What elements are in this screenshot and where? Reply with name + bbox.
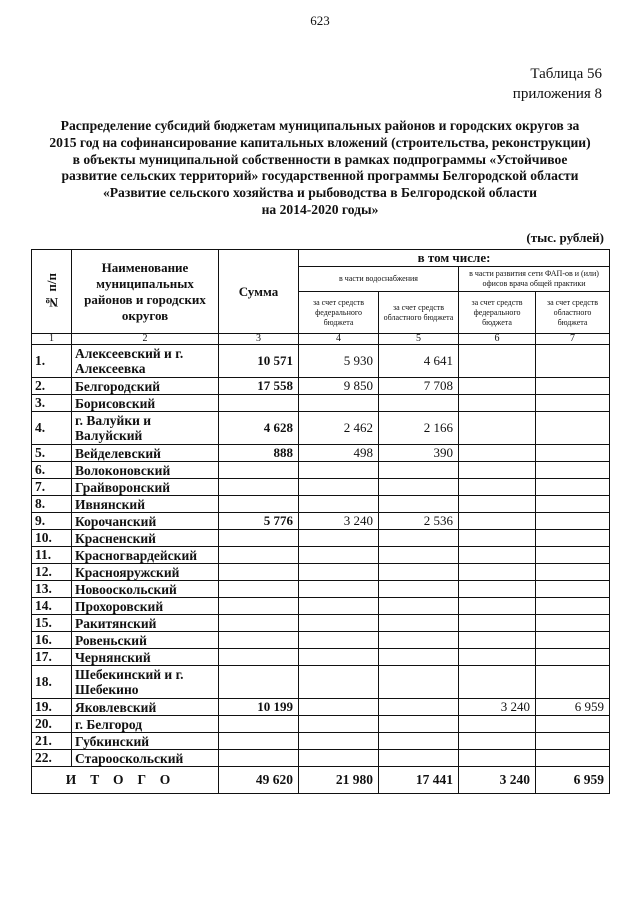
- row-number: 11.: [32, 547, 72, 564]
- row-sum: [219, 733, 299, 750]
- colnum: 7: [536, 334, 610, 345]
- reg-fap-value: [536, 395, 610, 412]
- reg-fap-value: [536, 547, 610, 564]
- fed-water-value: [299, 733, 379, 750]
- row-sum: [219, 615, 299, 632]
- title-line: 2015 год на софинансирование капитальных вложений (строительства, реконструкции): [49, 134, 591, 150]
- reg-water-value: [379, 530, 459, 547]
- table-row: [32, 496, 610, 513]
- district-name: Новооскольский: [72, 581, 219, 598]
- fed-fap-value: [459, 378, 536, 395]
- table-row: [32, 378, 610, 395]
- fed-fap-value: [459, 733, 536, 750]
- header-num: [32, 250, 72, 334]
- row-number: 14.: [32, 598, 72, 615]
- table-row: [32, 564, 610, 581]
- district-name: Красногвардейский: [72, 547, 219, 564]
- reg-water-value: [379, 547, 459, 564]
- fed-water-value: [299, 496, 379, 513]
- table-row: [32, 479, 610, 496]
- district-name: Вейделевский: [72, 445, 219, 462]
- row-number: 2.: [32, 378, 72, 395]
- header-reg-water: за счет средств областного бюджета: [379, 292, 459, 334]
- fed-water-value: [299, 649, 379, 666]
- row-sum: [219, 564, 299, 581]
- row-number: 20.: [32, 716, 72, 733]
- reg-fap-value: 6 959: [536, 699, 610, 716]
- reg-water-value: [379, 733, 459, 750]
- district-name: Чернянский: [72, 649, 219, 666]
- reg-water-value: [379, 581, 459, 598]
- row-sum: 5 776: [219, 513, 299, 530]
- header-fap: в части развития сети ФАП-ов и (или) офисов врача общей практики: [459, 267, 610, 292]
- fed-water-value: [299, 666, 379, 699]
- fed-fap-value: [459, 649, 536, 666]
- reg-fap-value: [536, 598, 610, 615]
- reg-water-value: [379, 666, 459, 699]
- district-name: Губкинский: [72, 733, 219, 750]
- district-name: Красненский: [72, 530, 219, 547]
- row-number: 13.: [32, 581, 72, 598]
- header-num-label: № п/п: [43, 273, 59, 310]
- title-line: в объекты муниципальной собственности в рамках подпрограммы «Устойчивое: [72, 151, 568, 167]
- reg-water-value: [379, 395, 459, 412]
- row-sum: [219, 530, 299, 547]
- reg-fap-value: [536, 581, 610, 598]
- colnum: 4: [299, 334, 379, 345]
- fed-fap-value: [459, 547, 536, 564]
- colnum: 5: [379, 334, 459, 345]
- reg-fap-value: [536, 716, 610, 733]
- reg-water-value: 2 166: [379, 412, 459, 445]
- fed-water-value: [299, 598, 379, 615]
- row-sum: [219, 395, 299, 412]
- row-sum: 10 571: [219, 345, 299, 378]
- fed-water-value: [299, 479, 379, 496]
- table-row: [32, 649, 610, 666]
- table-row: [32, 513, 610, 530]
- table-row: [32, 733, 610, 750]
- row-number: 5.: [32, 445, 72, 462]
- table-row: [32, 547, 610, 564]
- fed-fap-value: [459, 598, 536, 615]
- district-name: Ракитянский: [72, 615, 219, 632]
- district-name: Старооскольский: [72, 750, 219, 767]
- table-row: [32, 462, 610, 479]
- colnum: 2: [72, 334, 219, 345]
- reg-water-value: [379, 479, 459, 496]
- reg-fap-value: [536, 445, 610, 462]
- table-row: [32, 699, 610, 716]
- district-name: Корочанский: [72, 513, 219, 530]
- table-row: [32, 395, 610, 412]
- row-sum: [219, 462, 299, 479]
- reg-water-value: [379, 699, 459, 716]
- colnum: 1: [32, 334, 72, 345]
- row-number: 6.: [32, 462, 72, 479]
- table-row: [32, 632, 610, 649]
- row-number: 1.: [32, 345, 72, 378]
- fed-fap-value: [459, 395, 536, 412]
- row-number: 19.: [32, 699, 72, 716]
- fed-fap-value: [459, 716, 536, 733]
- reg-fap-value: [536, 649, 610, 666]
- colnum: 3: [219, 334, 299, 345]
- fed-fap-value: [459, 345, 536, 378]
- row-sum: 10 199: [219, 699, 299, 716]
- header-in-total: в том числе:: [299, 250, 610, 267]
- title-line: на 2014-2020 годы»: [261, 201, 379, 217]
- table-row: [32, 530, 610, 547]
- table-row: [32, 716, 610, 733]
- fed-fap-value: 3 240: [459, 699, 536, 716]
- reg-fap-value: [536, 632, 610, 649]
- total-fed-water: 21 980: [299, 767, 379, 794]
- reg-water-value: [379, 564, 459, 581]
- fed-water-value: [299, 632, 379, 649]
- fed-water-value: [299, 581, 379, 598]
- district-name: Прохоровский: [72, 598, 219, 615]
- row-sum: [219, 479, 299, 496]
- title-line: «Развитие сельского хозяйства и рыбоводства в Белгородской области: [102, 185, 538, 201]
- reg-fap-value: [536, 530, 610, 547]
- row-number: 8.: [32, 496, 72, 513]
- row-sum: [219, 581, 299, 598]
- total-sum: 49 620: [219, 767, 299, 794]
- row-sum: [219, 649, 299, 666]
- row-sum: [219, 547, 299, 564]
- row-sum: [219, 632, 299, 649]
- reg-water-value: 4 641: [379, 345, 459, 378]
- header-fed-fap: за счет средств федерального бюджета: [459, 292, 536, 334]
- title-line: развитие сельских территорий» государственной программы Белгородской области: [61, 168, 579, 184]
- document-title: [30, 118, 610, 219]
- reg-water-value: 2 536: [379, 513, 459, 530]
- row-number: 3.: [32, 395, 72, 412]
- row-sum: [219, 598, 299, 615]
- reg-fap-value: [536, 733, 610, 750]
- fed-fap-value: [459, 564, 536, 581]
- row-sum: [219, 750, 299, 767]
- reg-water-value: 7 708: [379, 378, 459, 395]
- reg-water-value: [379, 615, 459, 632]
- row-sum: 17 558: [219, 378, 299, 395]
- fed-fap-value: [459, 615, 536, 632]
- total-fed-fap: 3 240: [459, 767, 536, 794]
- header-sum: Сумма: [219, 250, 299, 334]
- reg-fap-value: [536, 479, 610, 496]
- table-row: [32, 615, 610, 632]
- reg-fap-value: [536, 496, 610, 513]
- district-name: Ивнянский: [72, 496, 219, 513]
- subsidy-table: [31, 249, 610, 794]
- fed-fap-value: [459, 445, 536, 462]
- reg-water-value: 390: [379, 445, 459, 462]
- district-name: Краснояружский: [72, 564, 219, 581]
- row-number: 7.: [32, 479, 72, 496]
- district-name: г. Валуйки и Валуйский: [72, 412, 219, 445]
- total-row: [32, 767, 610, 794]
- reg-fap-value: [536, 462, 610, 479]
- fed-fap-value: [459, 462, 536, 479]
- header-fed-water: за счет средств федерального бюджета: [299, 292, 379, 334]
- fed-water-value: [299, 547, 379, 564]
- fed-water-value: [299, 716, 379, 733]
- header-name: Наименование муниципальных районов и городских округов: [72, 250, 219, 334]
- table-row: [32, 581, 610, 598]
- row-number: 10.: [32, 530, 72, 547]
- fed-fap-value: [459, 632, 536, 649]
- header-water: в части водоснабжения: [299, 267, 459, 292]
- fed-fap-value: [459, 750, 536, 767]
- fed-fap-value: [459, 412, 536, 445]
- table-row: [32, 598, 610, 615]
- reg-fap-value: [536, 564, 610, 581]
- header-reg-fap: за счет средств областного бюджета: [536, 292, 610, 334]
- reg-fap-value: [536, 750, 610, 767]
- reg-fap-value: [536, 666, 610, 699]
- district-name: Белгородский: [72, 378, 219, 395]
- reg-water-value: [379, 750, 459, 767]
- total-reg-water: 17 441: [379, 767, 459, 794]
- reg-water-value: [379, 598, 459, 615]
- table-row: [32, 345, 610, 378]
- row-number: 4.: [32, 412, 72, 445]
- reg-fap-value: [536, 615, 610, 632]
- reg-fap-value: [536, 378, 610, 395]
- row-sum: [219, 496, 299, 513]
- reg-water-value: [379, 496, 459, 513]
- colnum: 6: [459, 334, 536, 345]
- district-name: Алексеевский и г. Алексеевка: [72, 345, 219, 378]
- fed-water-value: [299, 462, 379, 479]
- table-row: [32, 445, 610, 462]
- fed-water-value: [299, 699, 379, 716]
- row-number: 12.: [32, 564, 72, 581]
- row-number: 15.: [32, 615, 72, 632]
- fed-fap-value: [459, 496, 536, 513]
- district-name: Ровеньский: [72, 632, 219, 649]
- fed-water-value: 498: [299, 445, 379, 462]
- table-row: [32, 666, 610, 699]
- fed-fap-value: [459, 513, 536, 530]
- row-sum: 888: [219, 445, 299, 462]
- district-name: г. Белгород: [72, 716, 219, 733]
- row-number: 17.: [32, 649, 72, 666]
- row-number: 22.: [32, 750, 72, 767]
- fed-water-value: [299, 615, 379, 632]
- total-label: ИТОГО: [32, 767, 219, 794]
- row-sum: [219, 716, 299, 733]
- district-name: Волоконовский: [72, 462, 219, 479]
- total-reg-fap: 6 959: [536, 767, 610, 794]
- fed-water-value: 3 240: [299, 513, 379, 530]
- reg-fap-value: [536, 345, 610, 378]
- row-number: 9.: [32, 513, 72, 530]
- fed-fap-value: [459, 479, 536, 496]
- district-name: Грайворонский: [72, 479, 219, 496]
- district-name: Шебекинский и г. Шебекино: [72, 666, 219, 699]
- fed-water-value: [299, 564, 379, 581]
- reg-fap-value: [536, 412, 610, 445]
- reg-water-value: [379, 649, 459, 666]
- reg-water-value: [379, 716, 459, 733]
- reg-fap-value: [536, 513, 610, 530]
- table-row: [32, 750, 610, 767]
- page-number: 623: [310, 13, 330, 28]
- district-name: Борисовский: [72, 395, 219, 412]
- fed-fap-value: [459, 581, 536, 598]
- fed-water-value: [299, 395, 379, 412]
- district-name: Яковлевский: [72, 699, 219, 716]
- reg-water-value: [379, 632, 459, 649]
- table-ref-line2: приложения 8: [512, 86, 602, 102]
- table-ref-line1: Таблица 56: [530, 66, 602, 82]
- row-number: 18.: [32, 666, 72, 699]
- fed-water-value: [299, 750, 379, 767]
- fed-water-value: 2 462: [299, 412, 379, 445]
- units-label: (тыс. рублей): [526, 230, 604, 245]
- title-line: Распределение субсидий бюджетам муниципальных районов и городских округов за: [60, 118, 580, 133]
- fed-water-value: 9 850: [299, 378, 379, 395]
- fed-water-value: 5 930: [299, 345, 379, 378]
- fed-water-value: [299, 530, 379, 547]
- fed-fap-value: [459, 666, 536, 699]
- row-number: 16.: [32, 632, 72, 649]
- row-sum: [219, 666, 299, 699]
- row-sum: 4 628: [219, 412, 299, 445]
- fed-fap-value: [459, 530, 536, 547]
- reg-water-value: [379, 462, 459, 479]
- table-row: [32, 412, 610, 445]
- table-reference: [513, 64, 602, 104]
- column-numbers-row: [32, 334, 610, 345]
- row-number: 21.: [32, 733, 72, 750]
